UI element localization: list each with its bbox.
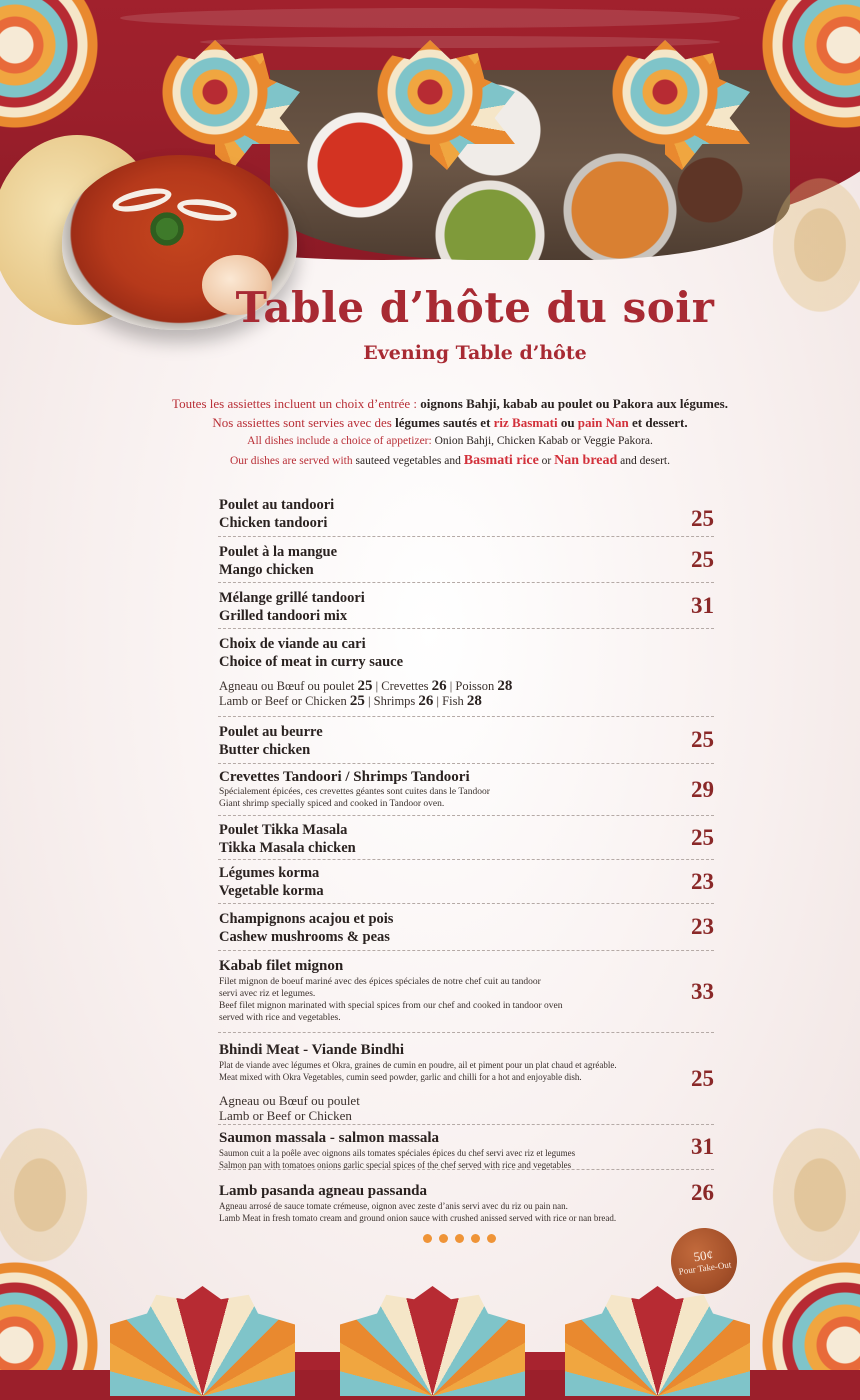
takeout-price-badge: 50¢ Pour Take-Out bbox=[667, 1224, 742, 1299]
gold-paisley-ornament-icon bbox=[0, 1110, 100, 1280]
dot-icon bbox=[487, 1234, 496, 1243]
menu-item: Mélange grillé tandoori Grilled tandoori mix 31 bbox=[218, 583, 714, 629]
meat-variant-prices bbox=[219, 679, 654, 709]
mandala-ornament-icon bbox=[110, 1286, 295, 1396]
price: 25 bbox=[691, 546, 714, 572]
intro-text bbox=[130, 394, 770, 471]
page-subtitle: Evening Table d’hôte bbox=[363, 342, 587, 364]
decorative-dots bbox=[423, 1234, 496, 1243]
variants-fr: Agneau ou Bœuf ou poulet 25 | Crevettes 26 | Poisson 28 bbox=[219, 678, 513, 694]
price: 31 bbox=[691, 1134, 714, 1159]
meat-options: Agneau ou Bœuf ou poulet Lamb or Beef or Chicken bbox=[219, 1093, 360, 1123]
gold-paisley-ornament-icon bbox=[760, 1110, 860, 1280]
mandala-ornament-icon bbox=[340, 1286, 525, 1396]
menu-item: Kabab filet mignon Filet mignon de boeuf mariné avec des épices spéciales de notre chef cuit au tandoor servi avec riz et legumes. Beef filet mignon marinated with special spices from our chef and cooked in tandoor oven served with rice and vegetables. 33 bbox=[218, 951, 714, 1033]
footer-decoration bbox=[0, 1280, 860, 1400]
menu-item: Poulet Tikka Masala Tikka Masala chicken 25 bbox=[218, 816, 714, 860]
price: 25 bbox=[691, 1065, 714, 1091]
price: 23 bbox=[691, 868, 714, 894]
price: 25 bbox=[691, 506, 714, 532]
intro-line-en-sides: Our dishes are served with sauteed vegetables and Basmati rice or Nan bread and desert. bbox=[230, 453, 670, 468]
dot-icon bbox=[423, 1234, 432, 1243]
dot-icon bbox=[439, 1234, 448, 1243]
price: 25 bbox=[691, 727, 714, 752]
dot-icon bbox=[471, 1234, 480, 1243]
menu-item: Légumes korma Vegetable korma 23 bbox=[218, 860, 714, 904]
intro-line-en-appetizers: All dishes include a choice of appetizer: Onion Bahji, Chicken Kabab or Veggie Pakora. bbox=[247, 435, 653, 447]
header-band-stripe bbox=[200, 36, 720, 48]
cilantro-garnish bbox=[147, 210, 187, 248]
intro-line-fr-sides: Nos assiettes sont servies avec des légumes sautés et riz Basmati ou pain Nan et dessert. bbox=[212, 415, 688, 430]
menu-item: Choix de viande au cari Choice of meat in curry sauce Agneau ou Bœuf ou poulet 25 | Crevettes 26 | Poisson 28 Lamb or Beef or Chicken 25 | Shrimps 26 | Fish 28 bbox=[218, 629, 714, 717]
variants-en: Lamb or Beef or Chicken 25 | Shrimps 26 | Fish 28 bbox=[219, 693, 482, 709]
menu-item: Crevettes Tandoori / Shrimps Tandoori Spécialement épicées, ces crevettes géantes sont cuites dans le Tandoor Giant shrimp specially spiced and cooked in Tandoor oven. 29 bbox=[218, 764, 714, 816]
price: 33 bbox=[691, 978, 714, 1004]
price: 26 bbox=[691, 1180, 714, 1205]
menu-item: Poulet à la mangue Mango chicken 25 bbox=[218, 537, 714, 583]
mandala-ornament-icon bbox=[565, 1286, 750, 1396]
menu-item: Bhindi Meat - Viande Bindhi Plat de viande avec légumes et Okra, graines de cumin en poudre, ail et piment pour un plat chaud et agréable. Meat mixed with Okra Vegetables, cumin seed powder, garlic and chilli for a hot and enjoyable dish. Agneau ou Bœuf ou poulet Lamb or Beef or Chicken 25 bbox=[218, 1033, 714, 1125]
menu-list bbox=[218, 494, 714, 1226]
price: 25 bbox=[691, 824, 714, 850]
intro-line-fr-appetizers: Toutes les assiettes incluent un choix d’entrée : oignons Bahji, kabab au poulet ou Pakora aux légumes. bbox=[172, 396, 728, 411]
price: 29 bbox=[691, 776, 714, 802]
price: 31 bbox=[691, 592, 714, 618]
header-band-stripe bbox=[120, 8, 740, 28]
price: 23 bbox=[691, 914, 714, 939]
dot-icon bbox=[455, 1234, 464, 1243]
menu-item: Saumon massala - salmon massala Saumon cuit a la poêle avec oignons ails tomates spéciales épices du chef servi avec riz et legumes Salmon pan with tomatoes onions garlic special spices of the chef served with rice and vegetables 31 bbox=[218, 1125, 714, 1170]
menu-item: Lamb pasanda agneau passanda Agneau arrosé de sauce tomate crémeuse, oignon avec zeste d’anis servi avec du riz ou pain nan. Lamb Meat in fresh tomato cream and ground onion sauce with crushed anissed served with rice or nan bread. 26 bbox=[219, 1180, 714, 1223]
menu-item: Poulet au beurre Butter chicken 25 bbox=[218, 717, 714, 764]
menu-item: Champignons acajou et pois Cashew mushrooms & peas 23 bbox=[218, 904, 714, 951]
page-title: Table d’hôte du soir bbox=[235, 283, 715, 332]
menu-item: Poulet au tandoori Chicken tandoori 25 bbox=[218, 494, 714, 537]
